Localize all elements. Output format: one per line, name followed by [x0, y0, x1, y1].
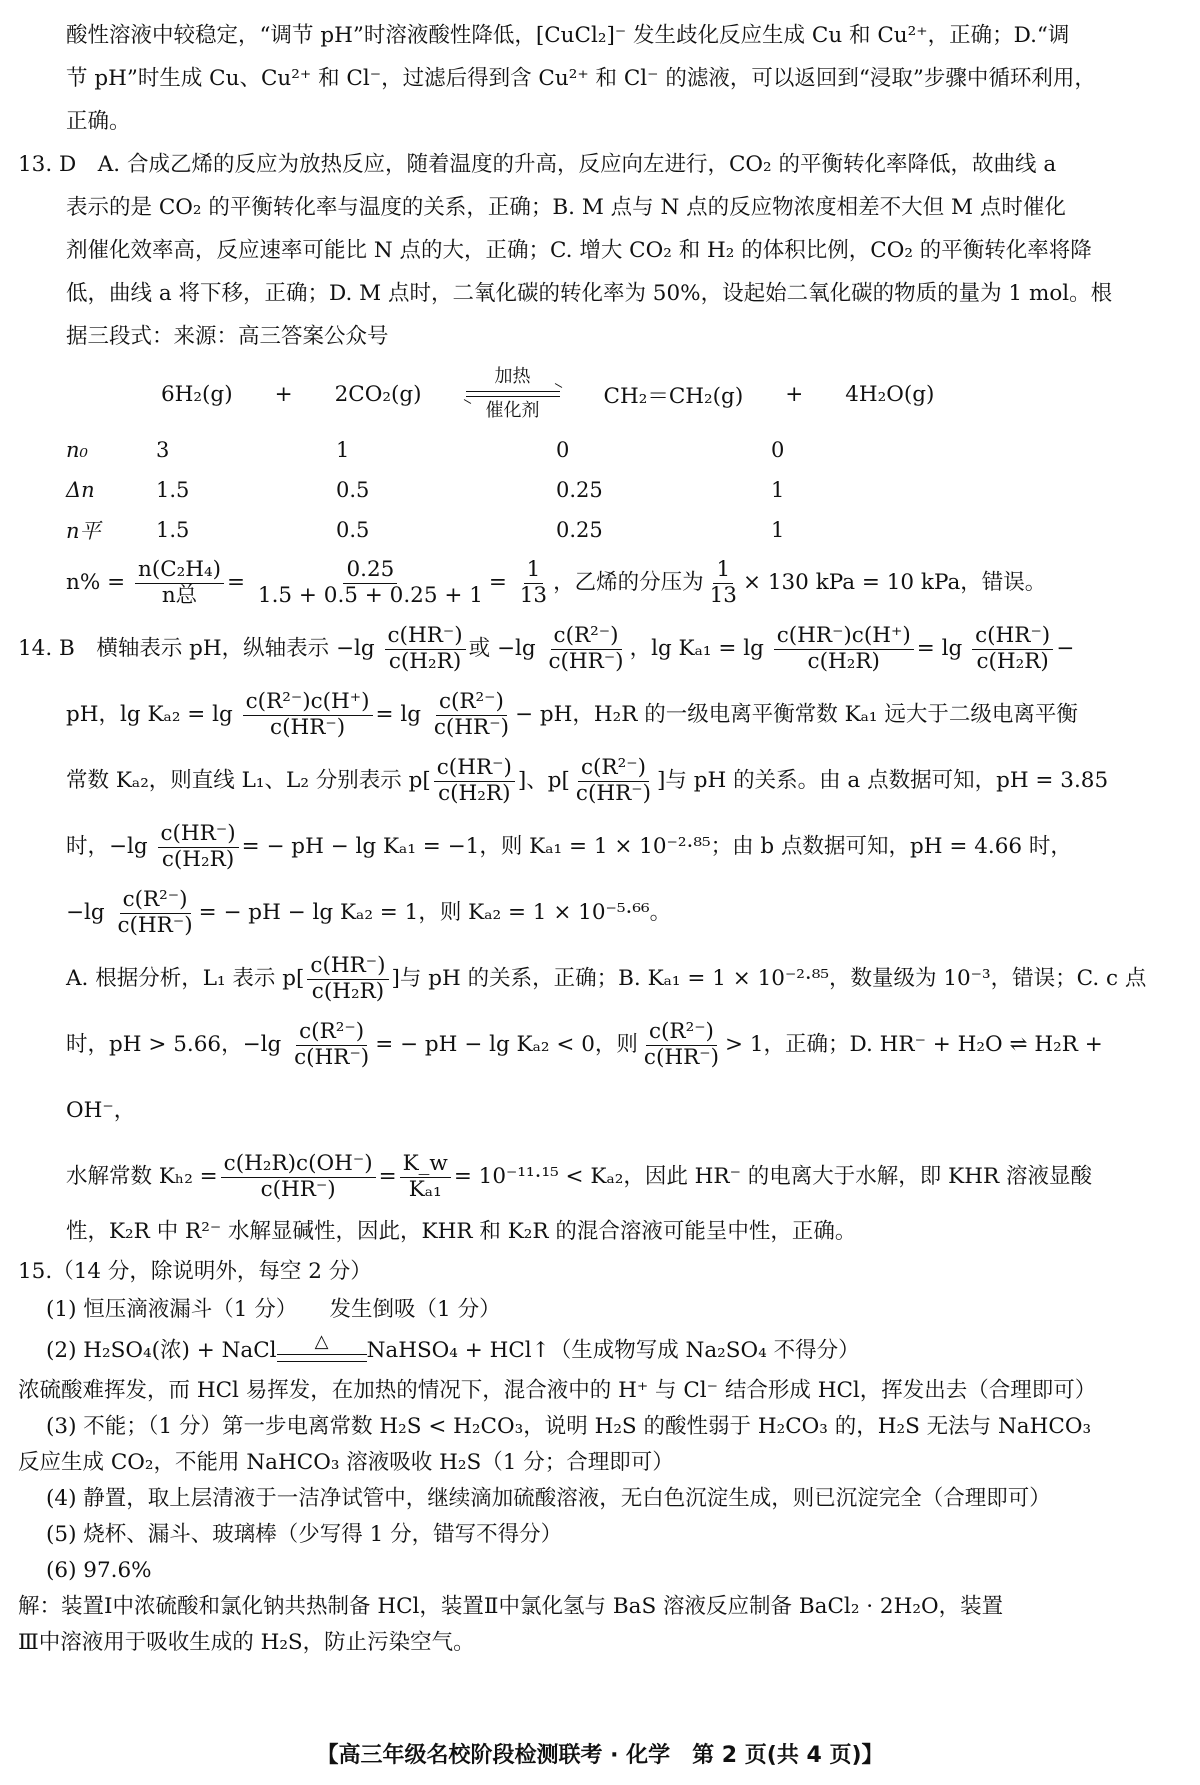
heat-mark: △: [314, 1331, 329, 1352]
numerator: c(R²⁻)c(H⁺): [243, 690, 373, 716]
text: 或 −lg: [468, 636, 536, 661]
q14-line-5: [66, 880, 1160, 946]
product-water: 4H₂O(g): [845, 381, 935, 407]
table-cell: 0.25: [556, 518, 603, 542]
fraction: [385, 624, 466, 674]
table-cell: 0.5: [336, 478, 370, 502]
reactant-h2: 6H₂(g): [161, 381, 233, 407]
denominator: Kₐ₁: [408, 1176, 442, 1202]
numerator: c(HR⁻)c(H⁺): [774, 624, 914, 650]
fraction: [774, 624, 914, 674]
fraction: [972, 624, 1053, 674]
text: = 10⁻¹¹·¹⁵ < Kₐ₂，因此 HR⁻ 的电离大于水解，即 KHR 溶液显酸: [453, 1164, 1092, 1189]
fraction: [158, 822, 239, 872]
page-footer: 【高三年级名校阶段检测联考 · 化学 第 2 页(共 4 页)】: [316, 1743, 884, 1768]
denominator: c(HR⁻): [294, 1044, 370, 1070]
table-cell: 0: [771, 438, 785, 462]
q14-line-1: [18, 616, 1160, 682]
question-14: [18, 616, 1160, 1253]
q15-answer-3b: 反应生成 CO₂，不能用 NaHCO₃ 溶液吸收 H₂S（1 分；合理即可）: [18, 1450, 674, 1475]
question-13: [18, 143, 1160, 358]
text: pH，lg Kₐ₂ = lg: [66, 702, 233, 727]
numerator: c(H₂R)c(OH⁻): [221, 1152, 376, 1178]
table-row: [66, 510, 971, 550]
denominator: c(HR⁻): [117, 912, 193, 938]
fraction: [517, 558, 550, 608]
table-cell: 3: [156, 438, 170, 462]
text: 时，pH > 5.66，−lg: [66, 1032, 282, 1057]
q13-line-3: 剂催化效率高，反应速率可能比 N 点的大，正确；C. 增大 CO₂ 和 H₂ 的体积比例，CO₂ 的平衡转化率将降: [66, 238, 1092, 263]
numerator: 1: [713, 558, 733, 584]
q15-answer-6: (6) 97.6%: [46, 1558, 152, 1583]
table-cell: 1: [336, 438, 350, 462]
intro-line-3: 正确。: [66, 109, 131, 134]
q14-line-6: [66, 946, 1160, 1012]
q15-answer-3a: (3) 不能；（1 分）第一步电离常数 H₂S < H₂CO₃，说明 H₂S 的酸性弱于 H₂CO₃ 的，H₂S 无法与 NaHCO₃: [46, 1414, 1092, 1439]
text: 时，−lg: [66, 834, 148, 859]
plus-sign: +: [274, 381, 293, 407]
numerator: c(R²⁻): [296, 1020, 367, 1046]
numerator: c(HR⁻): [158, 822, 239, 848]
text: = − pH − lg Kₐ₁ = −1，则 Kₐ₁ = 1 × 10⁻²·⁸⁵；由 b 点数据可知，pH = 4.66 时，: [241, 834, 1072, 859]
text: 常数 Kₐ₂，则直线 L₁、L₂ 分别表示 p[: [66, 768, 431, 793]
denominator: c(H₂R): [161, 846, 235, 872]
reaction-equation: [66, 358, 1160, 430]
q14-line-8: [66, 1144, 1160, 1210]
fraction: [707, 558, 740, 608]
numerator: c(R²⁻): [436, 690, 507, 716]
row-label: n₀: [66, 438, 88, 462]
intro-line-2: 节 pH”时生成 Cu、Cu²⁺ 和 Cl⁻，过滤后得到含 Cu²⁺ 和 Cl⁻ 的滤液，可以返回到“浸取”步骤中循环利用，: [66, 66, 1096, 91]
text: −lg: [66, 900, 105, 925]
numerator: c(HR⁻): [972, 624, 1053, 650]
denominator: c(H₂R): [311, 978, 385, 1004]
text: > 1，正确；D. HR⁻ + H₂O ⇌ H₂R + OH⁻，: [66, 1032, 1103, 1123]
row-label: Δn: [66, 478, 95, 502]
denominator: 13: [519, 582, 548, 608]
q13-mole-fraction: n% = $\frac{\text{n(C₂H₄)}}{\text{n总}}$ = $\frac{0.25}{1.5 + 0.5 + 0.25 + 1}$ = $\frac{1}{13}$ ，乙烯的分压为 $\frac{1}{13}$ × 130 kPa = 10 kPa，错误。: [66, 556, 1047, 608]
fraction: [291, 1020, 372, 1070]
denominator: c(H₂R): [976, 648, 1049, 674]
q15-answer-5: (5) 烧杯、漏斗、玻璃棒（少写得 1 分，错写不得分）: [46, 1522, 563, 1547]
tail-text: × 130 kPa = 10 kPa，错误。: [742, 570, 1047, 595]
fraction: [243, 690, 373, 740]
fraction: [255, 558, 486, 608]
numerator: c(HR⁻): [385, 624, 466, 650]
q15-answer-2: [46, 1329, 1160, 1373]
numerator: c(R²⁻): [578, 756, 649, 782]
fraction: [221, 1152, 376, 1202]
denominator: c(H₂R): [807, 648, 880, 674]
text: 14. B 横轴表示 pH，纵轴表示 −lg: [18, 636, 375, 661]
text: = lg: [375, 702, 422, 727]
denominator: c(HR⁻): [270, 714, 346, 740]
text: (2) H₂SO₄(浓) + NaCl: [46, 1338, 277, 1363]
table-row: [66, 430, 971, 470]
fraction: [545, 624, 626, 674]
q15-answer-4: (4) 静置，取上层清液于一洁净试管中，继续滴加硫酸溶液，无白色沉淀生成，则已沉淀完全（合理即可）: [46, 1486, 1051, 1511]
mid-text: ，乙烯的分压为: [553, 570, 704, 595]
denominator: c(HR⁻): [643, 1044, 720, 1070]
q13-line-5: 据三段式：来源：高三答案公众号: [66, 324, 389, 349]
row-label: n平: [66, 519, 101, 543]
text: ]与 pH 的关系。由 a 点数据可知，pH = 3.85: [657, 768, 1109, 793]
reactant-co2: 2CO₂(g): [334, 381, 422, 407]
q14-line-3: [66, 748, 1160, 814]
lead-text: n% =: [66, 570, 126, 595]
text: ]与 pH 的关系，正确；B. Kₐ₁ = 1 × 10⁻²·⁸⁵，数量级为 10⁻³，错误；C. c 点: [391, 966, 1147, 991]
numerator: c(HR⁻): [434, 756, 515, 782]
question-15: [18, 1253, 1160, 1661]
q14-line-4: [66, 814, 1160, 880]
q14-line-9: 性，K₂R 中 R²⁻ 水解显碱性，因此，KHR 和 K₂R 的混合溶液可能呈中性，正确。: [66, 1219, 857, 1244]
denominator: c(HR⁻): [575, 780, 652, 806]
text: = − pH − lg Kₐ₂ = 1，则 Kₐ₂ = 1 × 10⁻⁵·⁶⁶。: [198, 900, 672, 925]
product-ethylene: CH₂＝CH₂(g): [603, 383, 744, 409]
denominator: c(HR⁻): [548, 648, 624, 674]
q15-answer-2-explain: 浓硫酸难挥发，而 HCl 易挥发，在加热的情况下，混合液中的 H⁺ 与 Cl⁻ 结合形成 HCl，挥发出去（合理即可）: [18, 1378, 1097, 1403]
q14-line-2: [66, 682, 1160, 748]
q14-line-7: [66, 1012, 1160, 1144]
denominator: c(H₂R): [388, 648, 462, 674]
fraction: [573, 756, 654, 806]
numerator: 0.25: [343, 558, 397, 584]
q15-answer-1: (1) 恒压滴液漏斗（1 分） 发生倒吸（1 分）: [46, 1297, 501, 1322]
text: − pH，H₂R 的一级电离平衡常数 Kₐ₁ 远大于二级电离平衡: [514, 702, 1078, 727]
denominator: c(H₂R): [438, 780, 511, 806]
text: NaHSO₄ + HCl↑（生成物写成 Na₂SO₄ 不得分）: [366, 1338, 860, 1363]
denominator: c(HR⁻): [260, 1176, 336, 1202]
table-cell: 0.5: [336, 518, 370, 542]
text: =: [378, 1164, 397, 1189]
table-cell: 0.25: [556, 478, 603, 502]
table-cell: 0: [556, 438, 570, 462]
numerator: 1: [524, 558, 544, 584]
numerator: c(R²⁻): [120, 888, 191, 914]
table-cell: 1.5: [156, 478, 190, 502]
text: ]、p[: [517, 768, 570, 793]
denominator: 13: [709, 582, 737, 608]
table-row: [66, 470, 971, 510]
fraction: [400, 1152, 451, 1202]
denominator: n总: [161, 582, 198, 608]
condition-bottom: 催化剂: [485, 400, 540, 421]
q15-solution-1: 解：装置Ⅰ中浓硫酸和氯化钠共热制备 HCl，装置Ⅱ中氯化氢与 BaS 溶液反应制备 BaCl₂ · 2H₂O，装置: [18, 1594, 1004, 1619]
fraction: [641, 1020, 722, 1070]
numerator: K_w: [400, 1152, 451, 1178]
text: A. 根据分析，L₁ 表示 p[: [66, 966, 305, 991]
table-cell: 1: [771, 518, 785, 542]
fraction: [307, 954, 388, 1004]
three-stage-table: [66, 430, 971, 550]
plus-sign: +: [785, 381, 804, 407]
fraction: [434, 756, 515, 806]
numerator: c(HR⁻): [307, 954, 388, 980]
q13-line-2: 表示的是 CO₂ 的平衡转化率与温度的关系，正确；B. M 点与 N 点的反应物浓度相差不大但 M 点时催化: [66, 195, 1066, 220]
q15-solution-2: Ⅲ中溶液用于吸收生成的 H₂S，防止污染空气。: [18, 1630, 475, 1655]
table-cell: 1.5: [156, 518, 190, 542]
equilibrium-arrow: [464, 365, 562, 423]
numerator: c(R²⁻): [646, 1020, 717, 1046]
q15-head: 15.（14 分，除说明外，每空 2 分）: [18, 1259, 372, 1284]
text: = lg: [916, 636, 963, 661]
numerator: n(C₂H₄): [135, 558, 224, 584]
table-cell: 1: [771, 478, 785, 502]
condition-top: 加热: [494, 366, 531, 387]
text: = − pH − lg Kₐ₂ < 0，则: [375, 1032, 638, 1057]
denominator: 1.5 + 0.5 + 0.25 + 1: [257, 582, 483, 608]
text: 水解常数 Kₕ₂ =: [66, 1164, 218, 1189]
text: ，lg Kₐ₁ = lg: [629, 636, 764, 661]
text: −: [1056, 636, 1075, 661]
denominator: c(HR⁻): [433, 714, 509, 740]
intro-line-1: 酸性溶液中较稳定，“调节 pH”时溶液酸性降低，[CuCl₂]⁻ 发生歧化反应生成 Cu 和 Cu²⁺，正确；D.“调: [66, 23, 1070, 48]
heat-equals-icon: [277, 1331, 367, 1366]
q13-line-4: 低，曲线 a 将下移，正确；D. M 点时，二氧化碳的转化率为 50%，设起始二氧化碳的物质的量为 1 mol。根: [66, 281, 1113, 306]
fraction: [135, 558, 224, 608]
numerator: c(R²⁻): [551, 624, 622, 650]
q13-line-1: 13. D A. 合成乙烯的反应为放热反应，随着温度的升高，反应向左进行，CO₂ 的平衡转化率降低，故曲线 a: [18, 152, 1057, 177]
equilibrium-arrow-icon: [464, 389, 562, 399]
fraction: [431, 690, 512, 740]
fraction: [115, 888, 196, 938]
